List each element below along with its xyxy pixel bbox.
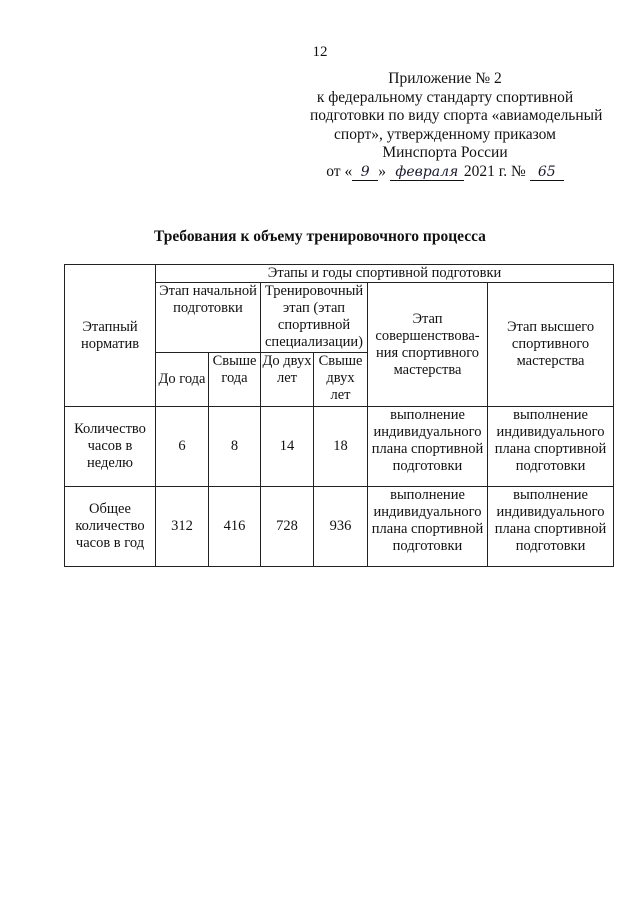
page-number: 12 (312, 44, 328, 60)
appendix-line-2: к федеральному стандарту спортивной (316, 88, 574, 106)
table-cell: выполнение индивидуального плана спортивной подготовки (368, 407, 488, 487)
appendix-line-4: спорт», утвержденному приказом (334, 125, 556, 143)
appendix-line-5: Минспорта России (382, 144, 508, 161)
table-cell: 14 (261, 407, 314, 487)
sub-header-training-2: Свыше двух лет (314, 353, 368, 407)
appendix-line-3: подготовки по виду спорта «авиамодельный (310, 107, 603, 124)
date-prefix: от « (326, 162, 353, 180)
corner-header-cell: Этапный норматив (65, 265, 156, 407)
table-cell: выполнение индивидуального плана спортивной подготовки (368, 487, 488, 567)
appendix-title: Приложение № 2 (388, 70, 502, 87)
stage-initial-header: Этап начальной подготовки (156, 283, 261, 353)
date-year-number-label: 2021 г. № (463, 162, 526, 180)
row-label: Количество часов в неделю (65, 407, 156, 487)
stage-training-header: Тренировочный этап (этап спортивной специализации) (261, 283, 368, 353)
table-cell: 8 (209, 407, 261, 487)
sub-header-initial-2: Свыше года (209, 353, 261, 407)
training-requirements-table (64, 264, 614, 567)
table-cell: выполнение индивидуального плана спортивной подготовки (488, 487, 614, 567)
table-cell: 312 (156, 487, 209, 567)
group-header-cell: Этапы и годы спортивной подготовки (156, 265, 614, 283)
table-row (65, 487, 614, 567)
table-cell: 6 (156, 407, 209, 487)
sub-header-training-1: До двух лет (261, 353, 314, 407)
stage-improvement-header: Этап совершенствова-ния спортивного мастерства (368, 283, 488, 407)
document-title: Требования к объему тренировочного процесса (154, 228, 486, 245)
handwritten-order-number: 65 (530, 164, 564, 181)
handwritten-day: 9 (352, 164, 378, 181)
table-cell: 18 (314, 407, 368, 487)
table-cell: 416 (209, 487, 261, 567)
table-row (65, 407, 614, 487)
table-cell: выполнение индивидуального плана спортивной подготовки (488, 407, 614, 487)
order-date-line (310, 163, 580, 182)
appendix-block (310, 70, 603, 181)
table-cell: 728 (261, 487, 314, 567)
sub-header-initial-1: До года (156, 353, 209, 407)
date-quote-close: » (378, 162, 386, 180)
row-label: Общее количество часов в год (65, 487, 156, 567)
stage-highest-header: Этап высшего спортивного мастерства (488, 283, 614, 407)
handwritten-month: февраля (390, 164, 464, 181)
header-row-1 (65, 265, 614, 283)
table-cell: 936 (314, 487, 368, 567)
